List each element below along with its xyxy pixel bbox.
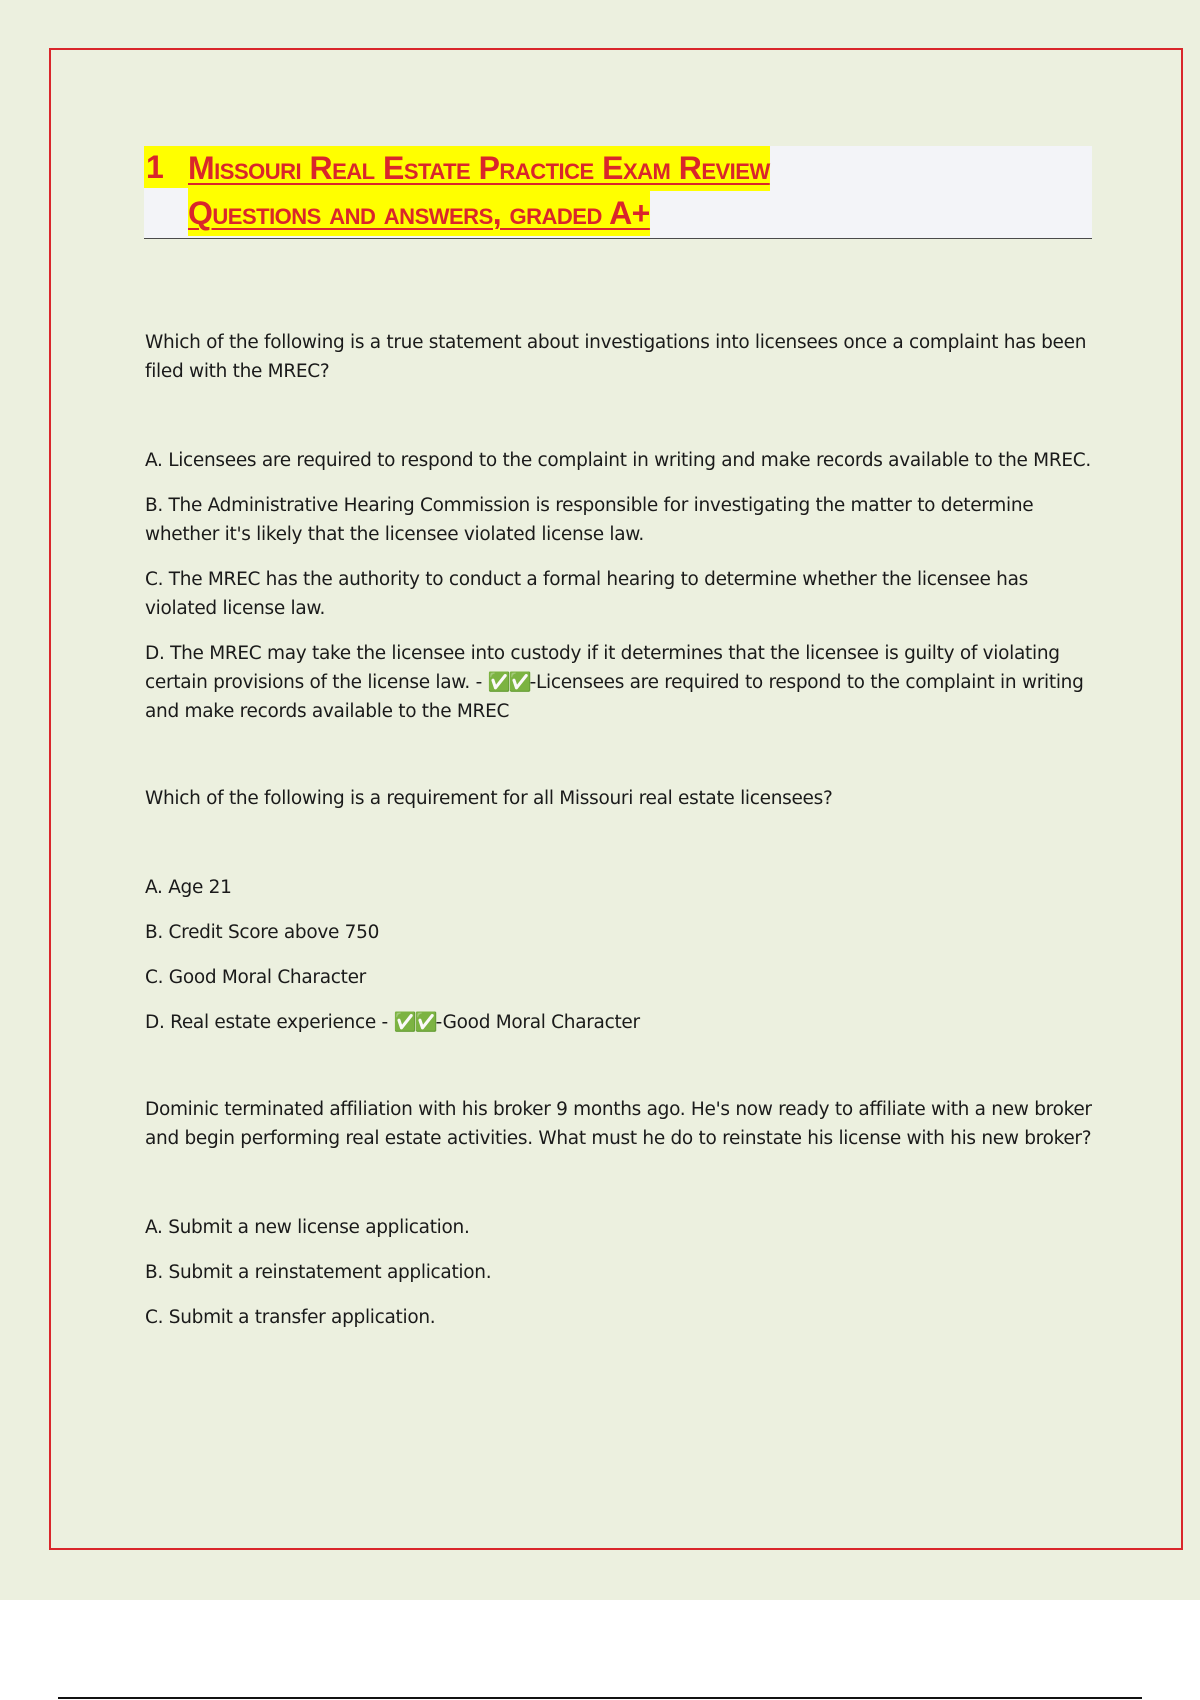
title-heading — [144, 146, 1092, 239]
answer-option: B. The Administrative Hearing Commission is responsible for investigating the matter to determine whether it's likely that the licensee violated license law. — [145, 495, 1034, 545]
question-block-1 — [145, 328, 1095, 726]
heading-text — [188, 146, 1088, 236]
correct-answer: -Licensees are required to respond to the complaint in writing and make records available to the MREC — [145, 672, 1084, 722]
answer-option: B. Credit Score above 750 — [145, 922, 380, 943]
check-mark-icon: ✅✅ — [487, 672, 530, 693]
question-text: Which of the following is a requirement for all Missouri real estate licensees? — [145, 788, 833, 809]
answer-option: A. Licensees are required to respond to the complaint in writing and make records available to the MREC. — [145, 450, 1091, 471]
answer-option: A. Submit a new license application. — [145, 1217, 470, 1238]
heading-line-1: Missouri Real Estate Practice Exam Review — [188, 146, 770, 191]
answer-option-text: D. The MREC may take the licensee into custody if it determines that the licensee is guilty of violating certain provisions of the license law. - — [145, 643, 1060, 693]
footer-divider — [58, 1697, 1142, 1699]
question-text: Which of the following is a true statement about investigations into licensees once a complaint has been filed with the MREC? — [145, 332, 1087, 382]
correct-answer: -Good Moral Character — [435, 1012, 640, 1033]
question-list — [145, 328, 1095, 1348]
question-text: Dominic terminated affiliation with his broker 9 months ago. He's now ready to affiliate with a new broker and begin performing real estate activities. What must he do to reinstate his license with his new broker? — [145, 1099, 1092, 1149]
answer-option-with-key — [145, 639, 1095, 726]
answer-option: B. Submit a reinstatement application. — [145, 1262, 492, 1283]
answer-option: A. Age 21 — [145, 877, 232, 898]
answer-option: C. The MREC has the authority to conduct a formal hearing to determine whether the licensee has violated license law. — [145, 569, 1028, 619]
answer-option: C. Submit a transfer application. — [145, 1307, 436, 1328]
heading-number: 1 — [144, 146, 188, 188]
question-block-2 — [145, 784, 1095, 1037]
answer-option-with-key — [145, 1008, 1095, 1037]
answer-option-text: D. Real estate experience - — [145, 1012, 388, 1033]
check-mark-icon: ✅✅ — [393, 1012, 436, 1033]
heading-line-2: Questions and answers, graded A+ — [188, 191, 650, 236]
answer-option: C. Good Moral Character — [145, 967, 366, 988]
question-block-3 — [145, 1095, 1095, 1332]
